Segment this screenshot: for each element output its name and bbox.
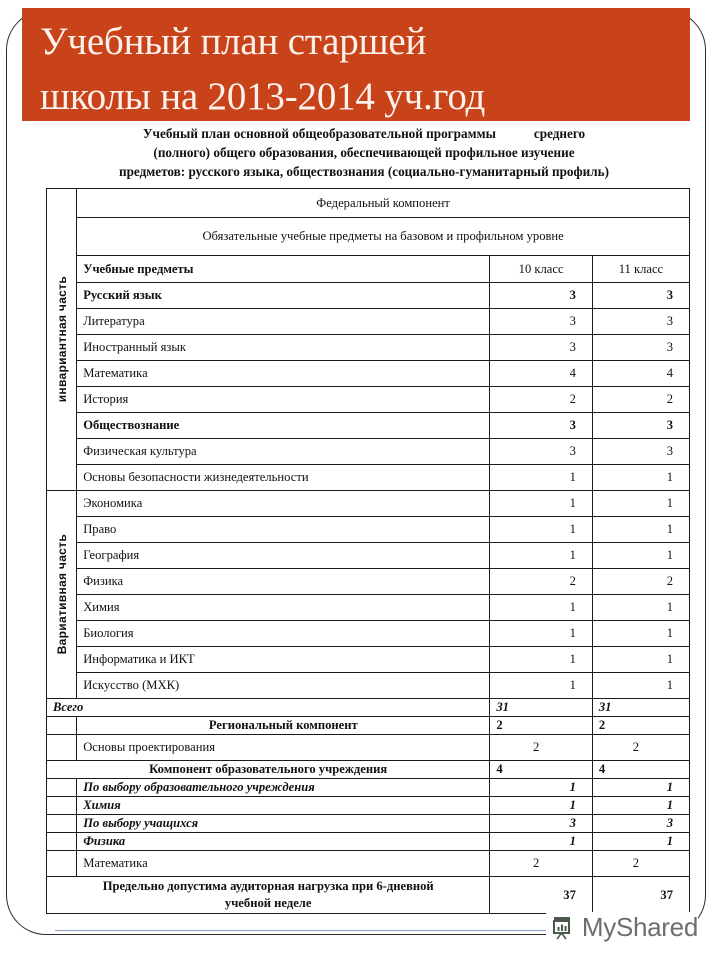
hours-grade10: 2 — [490, 851, 592, 877]
side-label-variative-text: Вариативная часть — [54, 534, 69, 655]
subject-name: Математика — [77, 361, 490, 387]
hours-grade10: 3 — [490, 309, 592, 335]
hours-grade10: 1 — [490, 797, 592, 815]
table-row — [47, 833, 690, 851]
hours-grade10: 3 — [490, 283, 592, 309]
subject-name: Химия — [77, 595, 490, 621]
slide-title-line-1: Учебный план старшей — [40, 20, 427, 63]
total-label: Всего — [47, 699, 490, 717]
max-load-label — [47, 877, 490, 914]
table-row-total — [47, 699, 690, 717]
title-banner — [22, 8, 690, 121]
subject-name-physics: Физика — [77, 833, 490, 851]
hours-grade11: 3 — [592, 439, 689, 465]
intro-line-3: предметов: русского языка, обществознания (социально-гуманитарный профиль) — [118, 164, 609, 179]
federal-component-band: Федеральный компонент — [77, 189, 690, 218]
hours-grade10: 1 — [490, 465, 592, 491]
table-row — [47, 797, 690, 815]
side-spacer — [47, 833, 77, 851]
hours-grade11: 1 — [592, 673, 689, 699]
hours-grade11: 1 — [592, 517, 689, 543]
total-grade11: 31 — [592, 699, 689, 717]
hours-grade11: 2 — [592, 569, 689, 595]
table-row — [47, 465, 690, 491]
subject-name: Физическая культура — [77, 439, 490, 465]
table-row — [47, 309, 690, 335]
subject-name: География — [77, 543, 490, 569]
table-row — [47, 779, 690, 797]
table-row — [47, 735, 690, 761]
hours-grade11: 3 — [592, 815, 689, 833]
slide-title-line-2: школы на 2013-2014 уч.год — [40, 75, 486, 118]
hours-grade10: 1 — [490, 673, 592, 699]
table-row-max-load — [47, 877, 690, 914]
regional-component-label: Региональный компонент — [77, 717, 490, 735]
hours-grade10: 3 — [490, 413, 592, 439]
base-profile-band: Обязательные учебные предметы на базовом и профильном уровне — [77, 218, 690, 256]
side-spacer — [47, 797, 77, 815]
hours-grade11: 3 — [592, 309, 689, 335]
subject-name: Физика — [77, 569, 490, 595]
hours-grade11: 1 — [592, 491, 689, 517]
hours-grade11: 1 — [592, 595, 689, 621]
side-spacer — [47, 735, 77, 761]
hours-grade11: 1 — [592, 797, 689, 815]
table-row — [47, 413, 690, 439]
subject-name: История — [77, 387, 490, 413]
table-row — [47, 517, 690, 543]
table-row — [47, 647, 690, 673]
hours-grade11: 1 — [592, 779, 689, 797]
total-grade10: 31 — [490, 699, 592, 717]
table-row — [47, 387, 690, 413]
hours-grade10: 1 — [490, 491, 592, 517]
hours-grade11: 3 — [592, 283, 689, 309]
hours-grade11: 2 — [592, 735, 689, 761]
subject-name-by-institution: По выбору образовательного учреждения — [77, 779, 490, 797]
hours-grade11: 1 — [592, 833, 689, 851]
table-row — [47, 335, 690, 361]
intro-paragraph — [40, 124, 688, 181]
myshared-brand-text: MyShared — [581, 912, 698, 942]
table-row-federal-band — [47, 189, 690, 218]
max-load-line-1: Предельно допустима аудиторная нагрузка при 6-дневной — [102, 879, 434, 893]
subject-name-by-students: По выбору учащихся — [77, 815, 490, 833]
table-row — [47, 283, 690, 309]
subject-name: Искусство (МХК) — [77, 673, 490, 699]
hours-grade11: 2 — [592, 851, 689, 877]
hours-grade11: 1 — [592, 647, 689, 673]
hours-grade10: 2 — [490, 735, 592, 761]
curriculum-plan-table — [46, 188, 690, 914]
side-label-variative — [47, 491, 77, 699]
table-row — [47, 543, 690, 569]
myshared-logo — [546, 912, 698, 943]
hours-grade11: 3 — [592, 335, 689, 361]
table-row — [47, 595, 690, 621]
subject-name: Право — [77, 517, 490, 543]
intro-line-2: (полного) общего образования, обеспечивающей профильное изучение — [153, 145, 575, 160]
table-row-institution — [47, 761, 690, 779]
subject-name: Литература — [77, 309, 490, 335]
hours-grade10: 3 — [490, 335, 592, 361]
hours-grade10: 1 — [490, 779, 592, 797]
table-row-regional — [47, 717, 690, 735]
side-spacer — [47, 779, 77, 797]
column-header-grade10: 10 класс — [490, 256, 592, 283]
side-label-invariant-text: инвариантная часть — [54, 276, 69, 403]
intro-line-1b: среднего — [533, 126, 586, 141]
table-row — [47, 815, 690, 833]
hours-grade10: 1 — [490, 595, 592, 621]
side-spacer — [47, 815, 77, 833]
hours-grade10: 1 — [490, 543, 592, 569]
subject-name-mathematics: Математика — [77, 851, 490, 877]
regional-grade10: 2 — [490, 717, 592, 735]
subject-name: Биология — [77, 621, 490, 647]
hours-grade10: 1 — [490, 647, 592, 673]
table-row-column-headers — [47, 256, 690, 283]
intro-line-1: Учебный план основной общеобразовательной программы — [142, 126, 496, 141]
institution-grade10: 4 — [490, 761, 592, 779]
table-row — [47, 569, 690, 595]
hours-grade10: 1 — [490, 833, 592, 851]
max-load-line-2: учебной неделе — [224, 896, 312, 910]
subject-name: Русский язык — [77, 283, 490, 309]
table-row — [47, 621, 690, 647]
side-label-invariant — [47, 189, 77, 491]
hours-grade10: 3 — [490, 439, 592, 465]
subject-name: Экономика — [77, 491, 490, 517]
hours-grade11: 1 — [592, 465, 689, 491]
subject-name: Основы безопасности жизнедеятельности — [77, 465, 490, 491]
subject-name: Иностранный язык — [77, 335, 490, 361]
hours-grade10: 4 — [490, 361, 592, 387]
institution-grade11: 4 — [592, 761, 689, 779]
table-row — [47, 491, 690, 517]
hours-grade11: 2 — [592, 387, 689, 413]
hours-grade11: 4 — [592, 361, 689, 387]
institution-component-label: Компонент образовательного учреждения — [47, 761, 490, 779]
subject-name: Основы проектирования — [77, 735, 490, 761]
table-row-base-profile-band — [47, 218, 690, 256]
side-spacer — [47, 717, 77, 735]
table-row — [47, 851, 690, 877]
hours-grade10: 1 — [490, 621, 592, 647]
hours-grade10: 1 — [490, 517, 592, 543]
subject-name: Информатика и ИКТ — [77, 647, 490, 673]
max-load-grade11: 37 — [592, 877, 689, 914]
table-body — [47, 189, 690, 914]
hours-grade11: 1 — [592, 621, 689, 647]
column-header-grade11: 11 класс — [592, 256, 689, 283]
table-row — [47, 361, 690, 387]
table-row — [47, 439, 690, 465]
max-load-grade10: 37 — [490, 877, 592, 914]
presentation-chart-icon — [550, 915, 576, 941]
hours-grade11: 3 — [592, 413, 689, 439]
hours-grade10: 2 — [490, 387, 592, 413]
column-header-subject: Учебные предметы — [77, 256, 490, 283]
hours-grade11: 1 — [592, 543, 689, 569]
hours-grade10: 2 — [490, 569, 592, 595]
regional-grade11: 2 — [592, 717, 689, 735]
subject-name: Обществознание — [77, 413, 490, 439]
subject-name-chemistry: Химия — [77, 797, 490, 815]
hours-grade10: 3 — [490, 815, 592, 833]
table-row — [47, 673, 690, 699]
side-spacer — [47, 851, 77, 877]
